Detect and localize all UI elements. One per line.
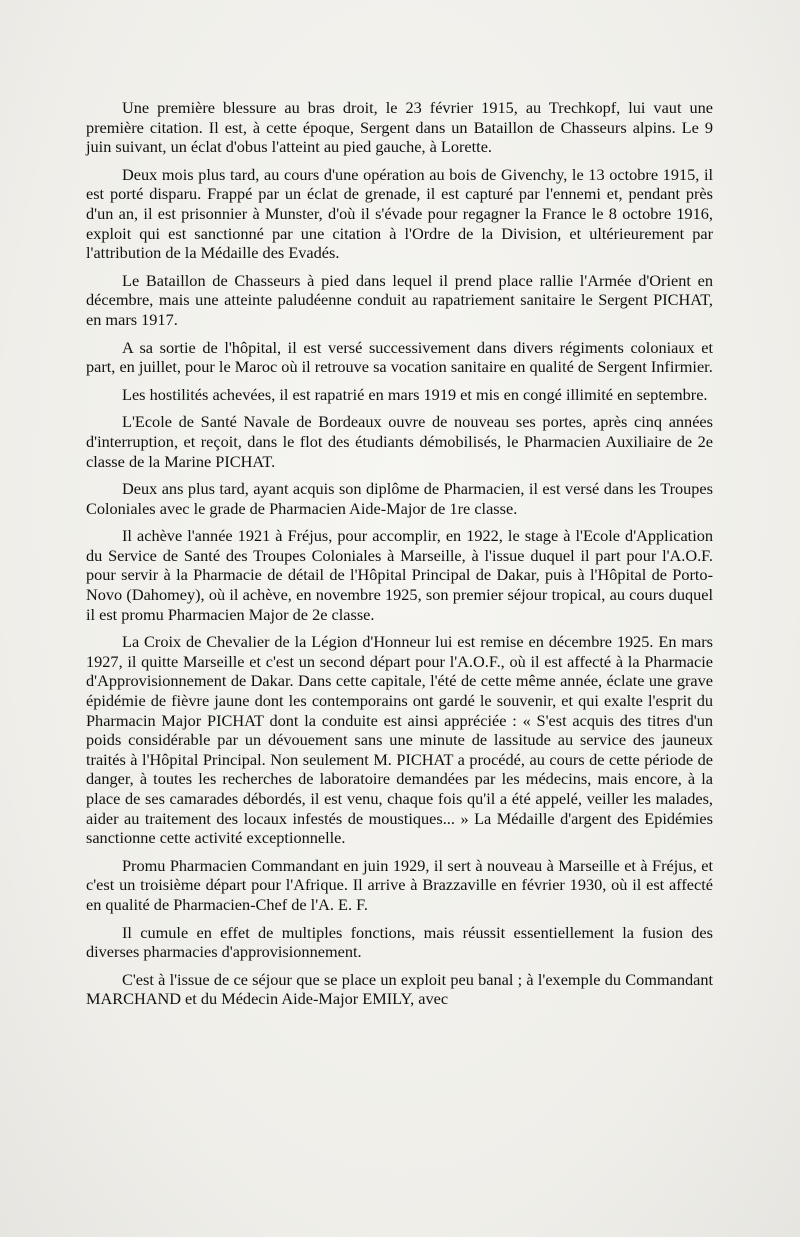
paragraph-2: Deux mois plus tard, au cours d'une opération au bois de Givenchy, le 13 octobre 1915, il est porté disparu. Frappé par un éclat de grenade, il est capturé par l'ennemi et, pendant près d'un an, il est prisonnier à Munster, d'où il s'évade pour regagner la France le 8 octobre 1916, exploit qui est sanctionné par une citation à l'Ordre de la Division, et ultérieurement par l'attribution de la Médaille des Evadés.: [86, 164, 713, 263]
paragraph-10: Promu Pharmacien Commandant en juin 1929, il sert à nouveau à Marseille et à Fréjus, et c'est un troisième départ pour l'Afrique. Il arrive à Brazzaville en février 1930, où il est affecté en qualité de Pharmacien-Chef de l'A. E. F.: [86, 855, 713, 914]
paragraph-9: La Croix de Chevalier de la Légion d'Honneur lui est remise en décembre 1925. En mars 1927, il quitte Marseille et c'est un second départ pour l'A.O.F., où il est affecté à la Pharmacie d'Approvisionnement de Dakar. Dans cette capitale, l'été de cette même année, éclate une grave épidémie de fièvre jaune dont les contemporains ont gardé le souvenir, et qui exalte l'esprit du Pharmacin Major PICHAT dont la conduite est ainsi appréciée : « S'est acquis des titres d'un poids considérable par un dévouement sans une minute de lassitude au service des jauneux traités à l'Hôpital Principal. Non seulement M. PICHAT a procédé, au cours de cette période de danger, à toutes les recherches de laboratoire demandées par les médecins, mais encore, à la place de ses camarades débordés, il est venu, chaque fois qu'il a été appelé, veiller les malades, aider au traitement des locaux infestés de moustiques... » La Médaille d'argent des Epidémies sanctionne cette activité exceptionnelle.: [86, 632, 713, 848]
paragraph-8: Il achève l'année 1921 à Fréjus, pour accomplir, en 1922, le stage à l'Ecole d'Application du Service de Santé des Troupes Coloniales à Marseille, à l'issue duquel il part pour l'A.O.F. pour servir à la Pharmacie de détail de l'Hôpital Principal de Dakar, puis à l'Hôpital de Porto-Novo (Dahomey), où il achève, en novembre 1925, son premier séjour tropical, au cours duquel il est promu Pharmacien Major de 2e classe.: [86, 526, 713, 624]
paragraph-12: C'est à l'issue de ce séjour que se place un exploit peu banal ; à l'exemple du Commandant MARCHAND et du Médecin Aide-Major EMILY, avec: [86, 969, 713, 1009]
paragraph-5: Les hostilités achevées, il est rapatrié en mars 1919 et mis en congé illimité en septembre.: [122, 384, 708, 404]
paragraph-1: Une première blessure au bras droit, le 23 février 1915, au Trechkopf, lui vaut une première citation. Il est, à cette époque, Sergent dans un Bataillon de Chasseurs alpins. Le 9 juin suivant, un éclat d'obus l'atteint au pied gauche, à Lorette.: [86, 98, 713, 157]
paragraph-7: Deux ans plus tard, ayant acquis son diplôme de Pharmacien, il est versé dans les Troupes Coloniales avec le grade de Pharmacien Aide-Major de 1re classe.: [86, 479, 713, 518]
paragraph-3: Le Bataillon de Chasseurs à pied dans lequel il prend place rallie l'Armée d'Orient en décembre, mais une atteinte paludéenne conduit au rapatriement sanitaire le Sergent PICHAT, en mars 1917.: [86, 270, 713, 329]
paragraph-6: L'Ecole de Santé Navale de Bordeaux ouvre de nouveau ses portes, après cinq années d'interruption, et reçoit, dans le flot des étudiants démobilisés, le Pharmacien Auxiliaire de 2e classe de la Marine PICHAT.: [86, 412, 713, 471]
paragraph-4: A sa sortie de l'hôpital, il est versé successivement dans divers régiments coloniaux et part, en juillet, pour le Maroc où il retrouve sa vocation sanitaire en qualité de Sergent Infirmier.: [86, 337, 713, 377]
body-text: [86, 98, 713, 1009]
paragraph-11: Il cumule en effet de multiples fonctions, mais réussit essentiellement la fusion des diverses pharmacies d'approvisionnement.: [86, 922, 713, 962]
